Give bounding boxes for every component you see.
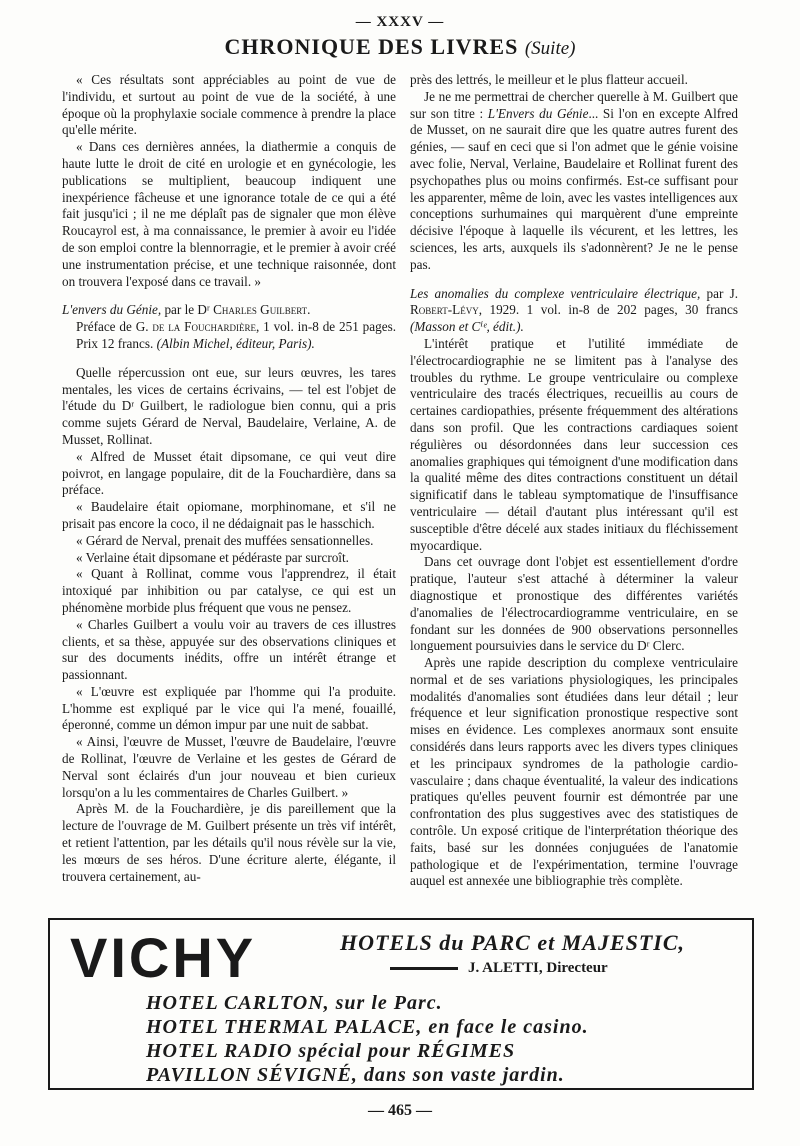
book-preface: Préface de [76, 319, 136, 335]
paragraph: près des lettrés, le meilleur et le plus flatteur accueil. [410, 72, 688, 87]
book-title: L'envers du Génie, [62, 302, 162, 318]
paragraph-text: Je ne me permettrai de chercher querelle à M. Guilbert que sur son titre : [410, 88, 738, 121]
paragraph [410, 89, 738, 274]
book-publisher: (Masson et Cⁱᵉ, édit.). [410, 319, 524, 335]
ad-hotel-line: HOTEL CARLTON, sur le Parc. [146, 992, 443, 1014]
paragraph: « Dans ces dernières années, la diathermie a conquis de haute lutte le droit de cité en urologie et en gynécologie, les publications se multiplient, beaucoup indiquent une inexpérience fâcheuse et une ignorance totale de ce qui a été fait jusqu'ici ; il ne me déplaît pas de signaler que mon élève Roucayrol est, à ma connaissance, le premier à avoir eu l'idée de son emploi contre la blennorragie, et le premier à avoir créé une instrumentation précise, et une technique raisonnée, dont on trouvera l'exposé dans ce travail. » [62, 139, 396, 289]
paragraph: Quelle répercussion ont eue, sur leurs œuvres, les tares mentales, les vices de certains écrivains, — tel est l'objet de l'étude du Dʳ Guilbert, le radiologue bien connu, qui a pris comme sujets Gérard de Nerval, Baudelaire, Verlaine, A. de Musset, Rollinat. [62, 364, 396, 447]
book-author: Charles Guilbert. [213, 302, 311, 318]
book-publisher: (Albin Michel, éditeur, Paris). [156, 335, 315, 351]
paragraph: Dans cet ouvrage dont l'objet est essentiellement d'ordre pratique, l'auteur s'est attaché à déterminer la valeur diagnostique et pronostique des différentes variétés d'anomalies de l'électrocardiogramme ventriculaire, en se fondant sur les données de 900 observations personnelles longuement poursuivies dans le service du Dʳ Clerc. [410, 554, 738, 654]
section-title-suite: (Suite) [524, 38, 576, 59]
book-by: par J. [700, 285, 738, 301]
paragraph: « Gérard de Nerval, prenait des muffées sensationnelles. [76, 532, 374, 548]
book-by: par le Dʳ [161, 302, 214, 318]
ad-rule [390, 967, 458, 970]
right-column [410, 72, 738, 890]
page-number: — 465 — [368, 1102, 432, 1119]
quoted-title: L'Envers du Génie [487, 105, 589, 121]
book-author: Robert-Lévy, [410, 302, 482, 318]
paragraph: « Ces résultats sont appréciables au point de vue de l'individu, et surtout au point de vue de la société, à une époque où la prophylaxie sociale commence à prendre la place qu'elle mérite. [62, 72, 396, 138]
paragraph: « Alfred de Musset était dipsomane, ce qui veut dire poivrot, en langage populaire, dit de la Fouchardière, dans sa préface. [62, 448, 396, 498]
paragraph: « Quant à Rollinat, comme vous l'apprendrez, il était intoxiqué par inhibition ou par catalyse, ce qui est un phénomène morbide plus fréquent que vous ne pensez. [62, 566, 396, 615]
ad-hotel-line: PAVILLON SÉVIGNÉ, dans son vaste jardin. [146, 1064, 565, 1086]
book-volume: 1929. 1 vol. in-8 de 202 pages, 30 francs [482, 302, 738, 318]
book-title: Les anomalies du complexe ventriculaire électrique, [410, 285, 701, 301]
page-roman-numeral: — XXXV — [355, 14, 445, 30]
paragraph: « L'œuvre est expliquée par l'homme qui l'a produite. L'homme est expliqué par le vice qui l'a mené, fouaillé, éperonné, comme un démon impur par une nuit de sabbat. [62, 683, 396, 733]
section-title-text: CHRONIQUE DES LIVRES [224, 34, 519, 59]
book-review-heading [410, 286, 738, 336]
vichy-hotels-advertisement [48, 918, 754, 1090]
left-column [62, 72, 396, 885]
section-title [0, 34, 800, 60]
ad-hotel-line: HOTEL RADIO spécial pour RÉGIMES [146, 1040, 516, 1062]
paragraph: L'intérêt pratique et l'utilité immédiate de l'électrocardiographie ne se limitent pas à l'analyse des troubles du rythme. Le groupe ventriculaire ou complexe ventriculaire des tracés électriques, recueillis au cours de certaines cardiopathies, présente fréquemment des altérations dans son profil. Que les contractions cardiaques soient régulières ou désordonnées dans leur succession ces anomalies graphiques qui témoignent d'une modification dans la qualité même des dites contractions constituent un détail significatif dans le tableau symptomatique de l'insuffisance ventriculaire — détail d'autant plus intéressant qu'il est susceptible d'être décelé aux stades initiaux du fléchissement myocardique. [410, 335, 738, 553]
paragraph: « Ainsi, l'œuvre de Musset, l'œuvre de Baudelaire, l'œuvre de Rollinat, l'œuvre de Verlaine et les gestes de Gérard de Nerval sont éclairés d'un jour nouveau et bien curieux lorsqu'on a lu les commentaires de Charles Guilbert. » [62, 734, 396, 800]
ad-brand: VICHY [70, 926, 257, 989]
book-preface-author: G. de la Fouchardière, [135, 319, 260, 335]
book-publication-info [62, 319, 396, 353]
book-volume: 1 vol. in-8 de 251 pages. Prix 12 francs. [76, 319, 396, 351]
book-review-heading [62, 302, 396, 319]
ad-hotel-line: HOTEL THERMAL PALACE, en face le casino. [146, 1016, 589, 1038]
paragraph: Après une rapide description du complexe ventriculaire normal et de ses variations physiologiques, les principales modalités d'anomalies sont étudiées dans leur détail ; leur fréquence et leur signification pronostique respective sont mises en évidence. Les complexes anormaux sont ensuite considérés dans leurs rapports avec les divers types cliniques et les principaux syndromes de la pathologie cardio-vasculaire ; dans chaque éventualité, la valeur des indications pratiques qu'elles peuvent fournir est démontrée par une confrontation des plus suggestives avec des statistiques de contrôle. Un exposé critique de l'interprétation théorique des faits, basé sur les données conjuguées de l'anatomie pathologique et de l'expérimentation, termine l'ouvrage auquel est annexée une bibliographie très complète. [410, 655, 738, 889]
paragraph-text: ... Si l'on en excepte Alfred de Musset, on ne saurait dire que les quatre autres furent des génies, — sauf en ceci que si l'on admet que le génie voisine avec folie, Nerval, Verlaine, Baudelaire et Rollinat furent des psychopathes plus ou moins confirmés. Est-ce suffisant pour les apparenter, même de loin, avec les vastes intelligences aux conceptions surhumaines qui marquèrent d'une empreinte décisive l'époque à laquelle ils vécurent, et les lettres, les sciences, les arts, auxquels ils s'adonnèrent? Je ne le pense pas. [410, 105, 738, 272]
paragraph: « Verlaine était dipsomane et pédéraste par surcroît. [76, 549, 349, 565]
paragraph: « Charles Guilbert a voulu voir au travers de ces illustres clients, et sa thèse, appuyée sur des observations cliniques et sur des documents inédits, offre un intérêt étrange et passionnant. [62, 616, 396, 683]
ad-director [380, 960, 608, 977]
ad-hotels-heading: HOTELS du PARC et MAJESTIC, [340, 930, 686, 955]
paragraph: Après M. de la Fouchardière, je dis pareillement que la lecture de l'ouvrage de M. Guilbert présente un très vif intérêt, et retient l'attention, par les détails qu'il nous révèle sur la vie, les mœurs de ses héros. D'une écriture alerte, élégante, il trouvera certainement, au- [62, 801, 396, 884]
ad-director-text: J. ALETTI, Directeur [468, 960, 608, 976]
paragraph: « Baudelaire était opiomane, morphinomane, et s'il ne prisait pas encore la coco, il ne dédaignait pas le hasschich. [62, 499, 396, 531]
